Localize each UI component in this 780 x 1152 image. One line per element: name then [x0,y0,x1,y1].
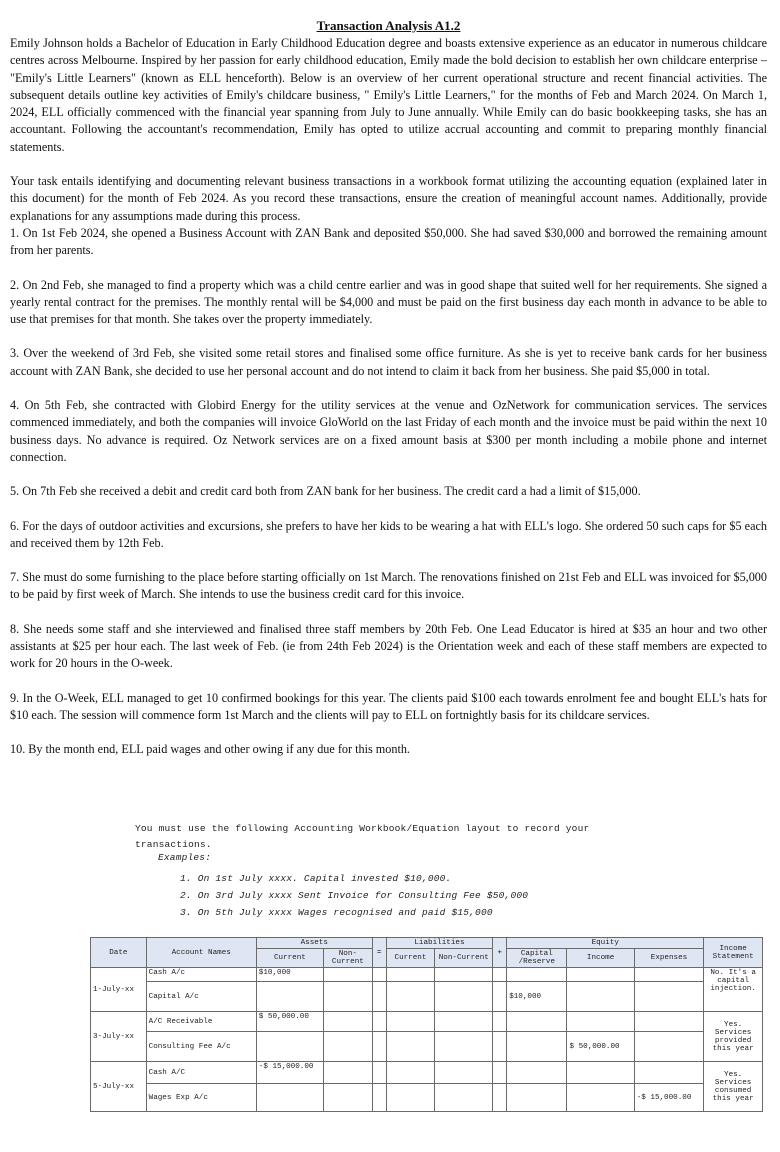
header-liabilities-noncurrent: Non-Current [435,949,493,968]
example-3: 3. On 5th July xxxx Wages recognised and paid $15,000 [180,907,493,918]
task-paragraph: Your task entails identifying and documenting relevant business transactions in a workbook format utilizing the accounting equation (explained later in this document) for the month of Feb 2024. As you record these transactions, ensure the creation of meaningful account names. Additionally, provide explanations for any assumptions made during this process. [10,174,767,223]
transaction-item-5: 5. On 7th Feb she received a debit and credit card both from ZAN bank for her business. The credit card a had a limit of $15,000. [10,484,641,499]
header-plus: + [493,938,507,968]
assets-current-cell: $ 50,000.00 [256,1012,323,1032]
workbook-instruction-line-2: transactions. [135,839,212,850]
transaction-item-7: 7. She must do some furnishing to the place before starting officially on 1st March. The renovations finished on 21st Feb and ELL was invoiced for $5,000 to be paid by first week of March. She intends to use the business credit card for this invoice. [10,570,767,602]
income-statement-cell: Yes. Services consumed this year [704,1062,763,1112]
header-date: Date [91,938,147,968]
account-cell: Cash A/c [146,968,256,982]
table-row [91,968,763,982]
header-equals: = [372,938,386,968]
examples-label: Examples: [158,852,212,863]
income-statement-cell: Yes. Services provided this year [704,1012,763,1062]
table-row [91,1062,763,1084]
transaction-item-6: 6. For the days of outdoor activities and excursions, she prefers to have her kids to be wearing a hat with ELL's logo. She ordered 50 such caps for $5 each and received them by 12th Feb. [10,518,767,550]
transaction-item-2: 2. On 2nd Feb, she managed to find a property which was a child centre earlier and was in good shape that suited well for her requirements. She signed a yearly rental contract for the premises. The monthly rental will be $4,000 and must be paid on the first business day each month in advance to be able to use that premises for that month. She takes over the property immediately. [10,277,767,327]
account-cell: Cash A/C [146,1062,256,1084]
transaction-item-9: 9. In the O-Week, ELL managed to get 10 confirmed bookings for this year. The clients paid $100 each towards enrolment fee and bought ELL's hats for $10 each. The session will commence form 1st March and the clients will pay to ELL on fortnightly basis for its childcare services. [10,690,767,722]
example-1: 1. On 1st July xxxx. Capital invested $10,000. [180,873,452,884]
transaction-item-4: 4. On 5th Feb, she contracted with Globird Energy for the utility services at the venue and OzNetwork for communication services. The services commenced immediately, and both the companies will invoice GloWorld on the last Friday of each month and the invoice must be paid within the next 10 business days. No advance is required. Oz Network services are on a fixed amount basis at $300 per month including a mobile phone and internet connection. [10,398,767,464]
example-2: 2. On 3rd July xxxx Sent Invoice for Consulting Fee $50,000 [180,890,529,901]
table-row [91,982,763,1012]
account-cell: Wages Exp A/c [146,1084,256,1112]
document-title: Transaction Analysis A1.2 [316,18,461,33]
assets-current-cell: $10,000 [256,968,323,982]
workbook-instruction [135,821,655,853]
header-capital-reserve: Capital /Reserve [507,949,567,968]
table-row [91,1012,763,1032]
income-statement-cell: No. It's a capital injection. [704,968,763,1012]
income-cell: $ 50,000.00 [567,1032,634,1062]
header-equity: Equity [507,938,704,949]
header-liabilities: Liabilities [386,938,493,949]
header-expenses: Expenses [634,949,704,968]
account-cell: A/C Receivable [146,1012,256,1032]
document-page [10,18,767,759]
workbook-instruction-line-1: You must use the following Accounting Workbook/Equation layout to record your [135,823,590,834]
table-row [91,1032,763,1062]
header-assets: Assets [256,938,372,949]
header-income-statement: Income Statement [704,938,763,968]
accounting-workbook-table [90,937,763,1112]
header-account-names: Account Names [146,938,256,968]
date-cell: 1-July-xx [91,968,147,1012]
header-assets-noncurrent: Non-Current [324,949,373,968]
intro-paragraph: Emily Johnson holds a Bachelor of Education in Early Childhood Education degree and boasts extensive experience as an educator in numerous childcare centres across Melbourne. Inspired by her passion for early childhood education, Emily made the bold decision to establish her own childcare enterprise – "Emily's Little Learners" (known as ELL henceforth). Below is an overview of her current operational structure and recent financial activities. The subsequent details outline key activities of Emily's childcare business, " Emily's Little Learners," for the months of Feb and March 2024. On March 1, 2024, ELL officially commenced with the financial year spanning from July to June annually. While Emily can do basic bookkeeping tasks, she has an accountant. Following the accountant's recommendation, Emily has opted to utilize accrual accounting and commit to preparing monthly financial statements. [10,36,767,154]
capital-reserve-cell: $10,000 [507,982,567,1012]
transaction-item-1: 1. On 1st Feb 2024, she opened a Business Account with ZAN Bank and deposited $50,000. She had saved $30,000 and borrowed the remaining amount from her parents. [10,225,767,258]
header-assets-current: Current [256,949,323,968]
transaction-item-10: 10. By the month end, ELL paid wages and other owing if any due for this month. [10,742,410,757]
header-liabilities-current: Current [386,949,435,968]
table-row [91,1084,763,1112]
header-income: Income [567,949,634,968]
date-cell: 5-July-xx [91,1062,147,1112]
transaction-item-8: 8. She needs some staff and she interviewed and finalised three staff members by 20th Feb. One Lead Educator is hired at $35 an hour and two other assistants at $25 per hour each. The last week of Feb. (ie from 24th Feb 2024) is the Orientation week and each of these staff members are expected to work for 20 hours in the O-week. [10,621,767,671]
expenses-cell: -$ 15,000.00 [634,1084,704,1112]
account-cell: Consulting Fee A/c [146,1032,256,1062]
date-cell: 3-July-xx [91,1012,147,1062]
account-cell: Capital A/c [146,982,256,1012]
assets-current-cell: -$ 15,000.00 [256,1062,323,1084]
transaction-item-3: 3. Over the weekend of 3rd Feb, she visited some retail stores and finalised some office furniture. As she is yet to receive bank cards for her business account with ZAN Bank, she decided to use her personal account and do not intend to claim it back from her business. She paid $5,000 in total. [10,346,767,378]
